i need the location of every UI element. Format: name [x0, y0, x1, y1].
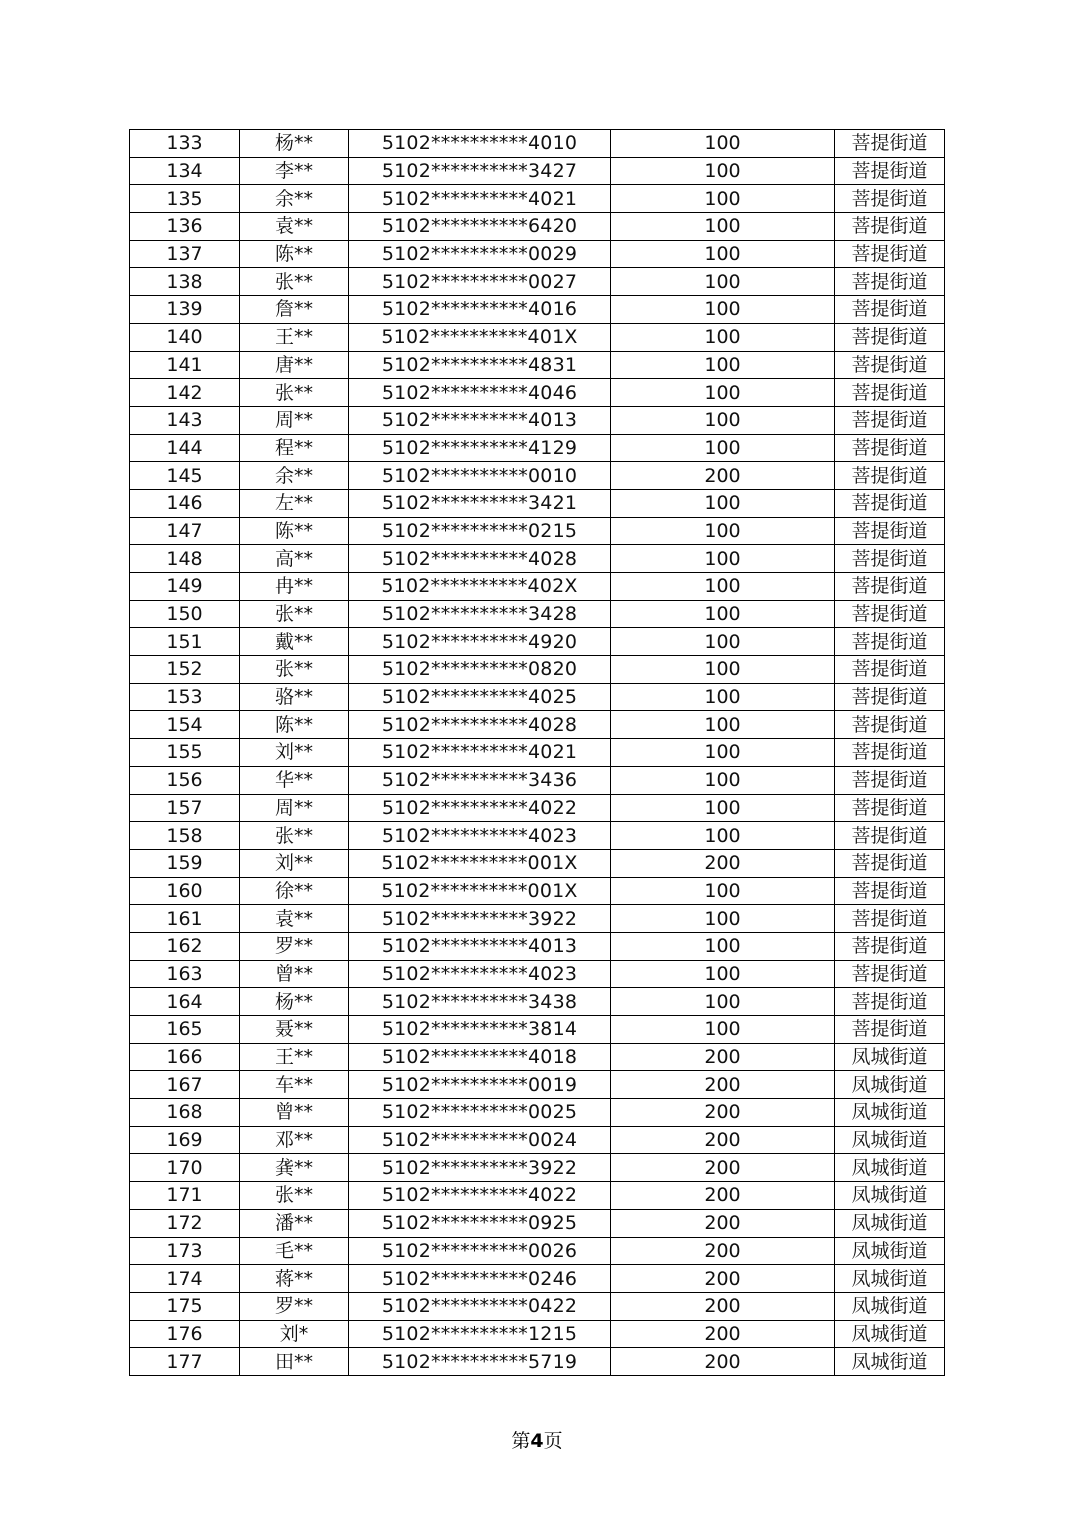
row-number-cell: 158 [130, 822, 240, 850]
id-number-cell: 5102**********3421 [349, 489, 611, 517]
table-row [130, 960, 945, 988]
amount-cell: 200 [611, 1237, 835, 1265]
id-number-cell: 5102**********0025 [349, 1099, 611, 1127]
amount-cell: 200 [611, 1126, 835, 1154]
id-number-cell: 5102**********0029 [349, 240, 611, 268]
amount-cell: 100 [611, 573, 835, 601]
name-cell: 高** [240, 545, 349, 573]
row-number-cell: 144 [130, 434, 240, 462]
id-number-cell: 5102**********4920 [349, 628, 611, 656]
table-row [130, 766, 945, 794]
row-number-cell: 174 [130, 1265, 240, 1293]
table-row [130, 1126, 945, 1154]
row-number-cell: 151 [130, 628, 240, 656]
name-cell: 罗** [240, 1292, 349, 1320]
id-number-cell: 5102**********4010 [349, 130, 611, 158]
id-number-cell: 5102**********3814 [349, 1016, 611, 1044]
name-cell: 徐** [240, 877, 349, 905]
area-cell: 凤城街道 [835, 1320, 945, 1348]
row-number-cell: 141 [130, 351, 240, 379]
name-cell: 刘* [240, 1320, 349, 1348]
amount-cell: 200 [611, 849, 835, 877]
row-number-cell: 140 [130, 323, 240, 351]
table-row [130, 434, 945, 462]
table-row [130, 683, 945, 711]
amount-cell: 100 [611, 960, 835, 988]
id-number-cell: 5102**********0026 [349, 1237, 611, 1265]
area-cell: 菩提街道 [835, 739, 945, 767]
area-cell: 菩提街道 [835, 379, 945, 407]
area-cell: 菩提街道 [835, 573, 945, 601]
table-row [130, 185, 945, 213]
amount-cell: 100 [611, 489, 835, 517]
name-cell: 周** [240, 406, 349, 434]
id-number-cell: 5102**********4046 [349, 379, 611, 407]
amount-cell: 100 [611, 766, 835, 794]
table-row [130, 1292, 945, 1320]
area-cell: 菩提街道 [835, 905, 945, 933]
id-number-cell: 5102**********4028 [349, 545, 611, 573]
area-cell: 菩提街道 [835, 185, 945, 213]
id-number-cell: 5102**********0925 [349, 1209, 611, 1237]
table-row [130, 573, 945, 601]
area-cell: 菩提街道 [835, 766, 945, 794]
name-cell: 袁** [240, 213, 349, 241]
table-row [130, 462, 945, 490]
area-cell: 菩提街道 [835, 213, 945, 241]
row-number-cell: 136 [130, 213, 240, 241]
area-cell: 菩提街道 [835, 988, 945, 1016]
table-row [130, 849, 945, 877]
name-cell: 詹** [240, 296, 349, 324]
id-number-cell: 5102**********3427 [349, 157, 611, 185]
name-cell: 张** [240, 600, 349, 628]
row-number-cell: 173 [130, 1237, 240, 1265]
amount-cell: 100 [611, 240, 835, 268]
row-number-cell: 146 [130, 489, 240, 517]
name-cell: 袁** [240, 905, 349, 933]
area-cell: 凤城街道 [835, 1071, 945, 1099]
row-number-cell: 176 [130, 1320, 240, 1348]
id-number-cell: 5102**********4013 [349, 406, 611, 434]
row-number-cell: 166 [130, 1043, 240, 1071]
name-cell: 陈** [240, 517, 349, 545]
name-cell: 刘** [240, 849, 349, 877]
amount-cell: 200 [611, 1320, 835, 1348]
id-number-cell: 5102**********4013 [349, 932, 611, 960]
amount-cell: 100 [611, 213, 835, 241]
row-number-cell: 167 [130, 1071, 240, 1099]
row-number-cell: 157 [130, 794, 240, 822]
page-footer [0, 1426, 1074, 1453]
roster-table [129, 129, 945, 1376]
amount-cell: 100 [611, 877, 835, 905]
amount-cell: 100 [611, 600, 835, 628]
table-row [130, 1043, 945, 1071]
area-cell: 菩提街道 [835, 240, 945, 268]
table-row [130, 157, 945, 185]
area-cell: 菩提街道 [835, 711, 945, 739]
area-cell: 凤城街道 [835, 1265, 945, 1293]
amount-cell: 100 [611, 268, 835, 296]
row-number-cell: 168 [130, 1099, 240, 1127]
row-number-cell: 138 [130, 268, 240, 296]
id-number-cell: 5102**********402X [349, 573, 611, 601]
id-number-cell: 5102**********4022 [349, 1182, 611, 1210]
id-number-cell: 5102**********0019 [349, 1071, 611, 1099]
amount-cell: 200 [611, 1043, 835, 1071]
area-cell: 菩提街道 [835, 434, 945, 462]
amount-cell: 200 [611, 1154, 835, 1182]
amount-cell: 100 [611, 656, 835, 684]
amount-cell: 100 [611, 822, 835, 850]
area-cell: 菩提街道 [835, 406, 945, 434]
table-row [130, 739, 945, 767]
name-cell: 李** [240, 157, 349, 185]
name-cell: 聂** [240, 1016, 349, 1044]
area-cell: 菩提街道 [835, 351, 945, 379]
name-cell: 唐** [240, 351, 349, 379]
row-number-cell: 159 [130, 849, 240, 877]
row-number-cell: 133 [130, 130, 240, 158]
area-cell: 菩提街道 [835, 323, 945, 351]
area-cell: 菩提街道 [835, 157, 945, 185]
area-cell: 菩提街道 [835, 877, 945, 905]
table-row [130, 1071, 945, 1099]
row-number-cell: 160 [130, 877, 240, 905]
name-cell: 张** [240, 268, 349, 296]
row-number-cell: 169 [130, 1126, 240, 1154]
area-cell: 菩提街道 [835, 960, 945, 988]
name-cell: 王** [240, 323, 349, 351]
name-cell: 陈** [240, 711, 349, 739]
name-cell: 戴** [240, 628, 349, 656]
id-number-cell: 5102**********4021 [349, 739, 611, 767]
amount-cell: 100 [611, 379, 835, 407]
id-number-cell: 5102**********1215 [349, 1320, 611, 1348]
amount-cell: 200 [611, 1292, 835, 1320]
area-cell: 菩提街道 [835, 683, 945, 711]
row-number-cell: 137 [130, 240, 240, 268]
name-cell: 龚** [240, 1154, 349, 1182]
id-number-cell: 5102**********4016 [349, 296, 611, 324]
row-number-cell: 154 [130, 711, 240, 739]
amount-cell: 100 [611, 157, 835, 185]
id-number-cell: 5102**********0215 [349, 517, 611, 545]
name-cell: 程** [240, 434, 349, 462]
table-row [130, 1265, 945, 1293]
id-number-cell: 5102**********4831 [349, 351, 611, 379]
row-number-cell: 162 [130, 932, 240, 960]
id-number-cell: 5102**********0246 [349, 1265, 611, 1293]
id-number-cell: 5102**********4129 [349, 434, 611, 462]
id-number-cell: 5102**********4028 [349, 711, 611, 739]
table-row [130, 1320, 945, 1348]
id-number-cell: 5102**********4023 [349, 822, 611, 850]
name-cell: 余** [240, 185, 349, 213]
table-row [130, 517, 945, 545]
row-number-cell: 148 [130, 545, 240, 573]
id-number-cell: 5102**********401X [349, 323, 611, 351]
table-row [130, 130, 945, 158]
name-cell: 张** [240, 656, 349, 684]
name-cell: 骆** [240, 683, 349, 711]
table-row [130, 351, 945, 379]
table-row [130, 600, 945, 628]
row-number-cell: 177 [130, 1348, 240, 1376]
area-cell: 凤城街道 [835, 1348, 945, 1376]
row-number-cell: 149 [130, 573, 240, 601]
id-number-cell: 5102**********3438 [349, 988, 611, 1016]
table-row [130, 628, 945, 656]
amount-cell: 100 [611, 130, 835, 158]
table-row [130, 1099, 945, 1127]
amount-cell: 200 [611, 1265, 835, 1293]
id-number-cell: 5102**********3428 [349, 600, 611, 628]
table-row [130, 406, 945, 434]
area-cell: 凤城街道 [835, 1182, 945, 1210]
row-number-cell: 171 [130, 1182, 240, 1210]
amount-cell: 100 [611, 932, 835, 960]
amount-cell: 100 [611, 185, 835, 213]
table-row [130, 268, 945, 296]
table-row [130, 794, 945, 822]
name-cell: 杨** [240, 130, 349, 158]
name-cell: 毛** [240, 1237, 349, 1265]
row-number-cell: 170 [130, 1154, 240, 1182]
table-row [130, 932, 945, 960]
amount-cell: 100 [611, 434, 835, 462]
row-number-cell: 143 [130, 406, 240, 434]
area-cell: 菩提街道 [835, 794, 945, 822]
row-number-cell: 161 [130, 905, 240, 933]
roster-table-body [130, 130, 945, 1376]
area-cell: 菩提街道 [835, 1016, 945, 1044]
id-number-cell: 5102**********3922 [349, 1154, 611, 1182]
amount-cell: 100 [611, 1016, 835, 1044]
id-number-cell: 5102**********3922 [349, 905, 611, 933]
area-cell: 菩提街道 [835, 932, 945, 960]
page-number-suffix: 页 [543, 1430, 563, 1452]
name-cell: 杨** [240, 988, 349, 1016]
area-cell: 菩提街道 [835, 656, 945, 684]
id-number-cell: 5102**********0820 [349, 656, 611, 684]
table-row [130, 1348, 945, 1376]
table-row [130, 240, 945, 268]
area-cell: 菩提街道 [835, 489, 945, 517]
table-row [130, 905, 945, 933]
amount-cell: 100 [611, 739, 835, 767]
id-number-cell: 5102**********4021 [349, 185, 611, 213]
name-cell: 刘** [240, 739, 349, 767]
row-number-cell: 155 [130, 739, 240, 767]
amount-cell: 100 [611, 711, 835, 739]
row-number-cell: 164 [130, 988, 240, 1016]
name-cell: 田** [240, 1348, 349, 1376]
area-cell: 菩提街道 [835, 517, 945, 545]
name-cell: 张** [240, 379, 349, 407]
amount-cell: 200 [611, 1209, 835, 1237]
id-number-cell: 5102**********0010 [349, 462, 611, 490]
amount-cell: 100 [611, 545, 835, 573]
page-number: 4 [530, 1430, 544, 1452]
name-cell: 左** [240, 489, 349, 517]
amount-cell: 100 [611, 296, 835, 324]
row-number-cell: 139 [130, 296, 240, 324]
name-cell: 余** [240, 462, 349, 490]
area-cell: 菩提街道 [835, 600, 945, 628]
name-cell: 周** [240, 794, 349, 822]
area-cell: 菩提街道 [835, 296, 945, 324]
row-number-cell: 142 [130, 379, 240, 407]
name-cell: 车** [240, 1071, 349, 1099]
name-cell: 冉** [240, 573, 349, 601]
area-cell: 菩提街道 [835, 268, 945, 296]
amount-cell: 200 [611, 1348, 835, 1376]
table-row [130, 1237, 945, 1265]
row-number-cell: 175 [130, 1292, 240, 1320]
amount-cell: 200 [611, 462, 835, 490]
amount-cell: 100 [611, 794, 835, 822]
area-cell: 凤城街道 [835, 1292, 945, 1320]
id-number-cell: 5102**********4018 [349, 1043, 611, 1071]
amount-cell: 100 [611, 988, 835, 1016]
name-cell: 潘** [240, 1209, 349, 1237]
row-number-cell: 172 [130, 1209, 240, 1237]
id-number-cell: 5102**********3436 [349, 766, 611, 794]
name-cell: 曾** [240, 960, 349, 988]
row-number-cell: 153 [130, 683, 240, 711]
name-cell: 张** [240, 822, 349, 850]
area-cell: 菩提街道 [835, 822, 945, 850]
id-number-cell: 5102**********6420 [349, 213, 611, 241]
table-row [130, 379, 945, 407]
area-cell: 凤城街道 [835, 1209, 945, 1237]
name-cell: 华** [240, 766, 349, 794]
table-row [130, 296, 945, 324]
table-row [130, 1154, 945, 1182]
name-cell: 蒋** [240, 1265, 349, 1293]
table-row [130, 213, 945, 241]
id-number-cell: 5102**********001X [349, 877, 611, 905]
area-cell: 菩提街道 [835, 628, 945, 656]
row-number-cell: 135 [130, 185, 240, 213]
table-row [130, 822, 945, 850]
table-row [130, 711, 945, 739]
amount-cell: 100 [611, 517, 835, 545]
table-row [130, 1182, 945, 1210]
name-cell: 罗** [240, 932, 349, 960]
id-number-cell: 5102**********5719 [349, 1348, 611, 1376]
amount-cell: 200 [611, 1099, 835, 1127]
row-number-cell: 134 [130, 157, 240, 185]
row-number-cell: 150 [130, 600, 240, 628]
table-row [130, 545, 945, 573]
table-row [130, 1209, 945, 1237]
area-cell: 凤城街道 [835, 1126, 945, 1154]
area-cell: 菩提街道 [835, 545, 945, 573]
row-number-cell: 147 [130, 517, 240, 545]
amount-cell: 100 [611, 323, 835, 351]
table-row [130, 988, 945, 1016]
amount-cell: 100 [611, 628, 835, 656]
id-number-cell: 5102**********0422 [349, 1292, 611, 1320]
name-cell: 曾** [240, 1099, 349, 1127]
row-number-cell: 165 [130, 1016, 240, 1044]
amount-cell: 200 [611, 1182, 835, 1210]
table-row [130, 489, 945, 517]
name-cell: 陈** [240, 240, 349, 268]
name-cell: 邓** [240, 1126, 349, 1154]
area-cell: 菩提街道 [835, 462, 945, 490]
area-cell: 凤城街道 [835, 1154, 945, 1182]
row-number-cell: 145 [130, 462, 240, 490]
amount-cell: 100 [611, 351, 835, 379]
area-cell: 菩提街道 [835, 849, 945, 877]
table-row [130, 1016, 945, 1044]
amount-cell: 100 [611, 683, 835, 711]
table-row [130, 323, 945, 351]
amount-cell: 200 [611, 1071, 835, 1099]
id-number-cell: 5102**********4023 [349, 960, 611, 988]
amount-cell: 100 [611, 406, 835, 434]
row-number-cell: 156 [130, 766, 240, 794]
row-number-cell: 163 [130, 960, 240, 988]
amount-cell: 100 [611, 905, 835, 933]
id-number-cell: 5102**********4022 [349, 794, 611, 822]
area-cell: 菩提街道 [835, 130, 945, 158]
id-number-cell: 5102**********0024 [349, 1126, 611, 1154]
page-number-prefix: 第 [511, 1430, 531, 1452]
table-row [130, 656, 945, 684]
area-cell: 凤城街道 [835, 1043, 945, 1071]
area-cell: 凤城街道 [835, 1237, 945, 1265]
id-number-cell: 5102**********0027 [349, 268, 611, 296]
row-number-cell: 152 [130, 656, 240, 684]
id-number-cell: 5102**********001X [349, 849, 611, 877]
name-cell: 王** [240, 1043, 349, 1071]
table-row [130, 877, 945, 905]
id-number-cell: 5102**********4025 [349, 683, 611, 711]
area-cell: 凤城街道 [835, 1099, 945, 1127]
name-cell: 张** [240, 1182, 349, 1210]
